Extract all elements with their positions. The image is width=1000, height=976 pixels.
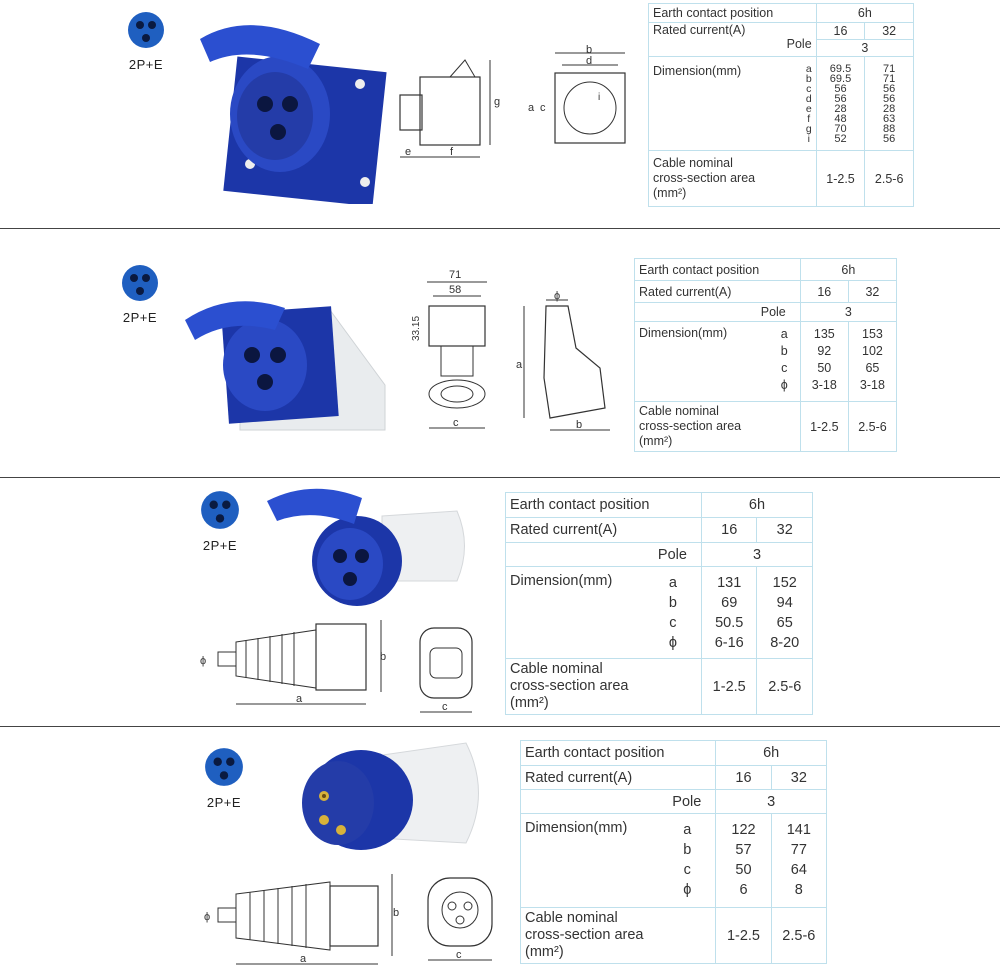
dim-label-b: b <box>393 907 400 919</box>
badge-label: 2P+E <box>206 795 242 810</box>
dimension-label: Dimension(mm) <box>639 326 728 340</box>
dimension-label: Dimension(mm) <box>525 820 628 836</box>
pole-label: Pole <box>521 790 716 814</box>
spec-table-4 <box>520 740 827 964</box>
dims-16: 131 69 50.5 6-16 <box>701 567 757 659</box>
current-32: 32 <box>771 766 826 790</box>
current-32: 32 <box>865 23 914 40</box>
dim-label-d: d <box>586 55 593 67</box>
cable-label: Cable nominal cross-section area (mm²) <box>521 908 716 964</box>
dim-letters: a b c ϕ <box>780 327 788 392</box>
dimension-cell <box>635 322 801 402</box>
socket-symbol-badge <box>120 10 172 72</box>
pole-value: 3 <box>716 790 827 814</box>
earth-label: Earth contact position <box>649 4 817 23</box>
spec-table-3 <box>505 492 813 715</box>
cable-16: 1-2.5 <box>800 402 848 452</box>
badge-label: 2P+E <box>122 310 158 325</box>
rated-label: Rated current(A) <box>635 281 801 303</box>
plug-front-drawing <box>420 872 500 972</box>
dimension-cell <box>649 57 817 151</box>
dims-32: 71 71 56 56 28 63 88 56 <box>865 57 914 151</box>
dims-16: 69.5 69.5 56 56 28 48 70 52 <box>816 57 865 151</box>
earth-label: Earth contact position <box>635 259 801 281</box>
panel-socket-photo <box>190 14 390 204</box>
connector-side-drawing <box>196 612 396 712</box>
dim-label-phi: ϕ <box>204 911 211 923</box>
dim-label-71: 71 <box>449 269 462 281</box>
dimension-cell <box>521 814 716 908</box>
pole-label: Pole <box>506 543 702 567</box>
current-16: 16 <box>816 23 865 40</box>
dim-label-58: 58 <box>449 284 462 296</box>
socket-face-icon <box>126 10 166 50</box>
dim-label-e: e <box>405 146 412 158</box>
socket-face-icon <box>199 489 241 531</box>
earth-value: 6h <box>716 741 827 766</box>
dim-label-f: f <box>450 146 454 158</box>
cable-16: 1-2.5 <box>701 659 757 715</box>
badge-label: 2P+E <box>128 57 164 72</box>
dim-label-phi: ϕ <box>200 655 207 667</box>
spec-table-1 <box>648 3 914 207</box>
rated-pole-cell <box>649 23 817 57</box>
dim-letters: a b c ϕ <box>668 575 677 651</box>
spec-table-2 <box>634 258 897 452</box>
dims-32: 152 94 65 8-20 <box>757 567 813 659</box>
earth-label: Earth contact position <box>521 741 716 766</box>
cable-label: Cable nominal cross-section area (mm²) <box>649 151 817 207</box>
rated-label: Rated current(A) <box>506 518 702 543</box>
dim-label-c: c <box>456 949 462 961</box>
section-divider <box>0 228 1000 229</box>
rated-label: Rated current(A) <box>653 23 746 37</box>
dim-label-c: c <box>442 701 448 713</box>
socket-symbol-badge <box>114 263 166 325</box>
dim-label-33-15: 33.15 <box>411 315 422 341</box>
earth-value: 6h <box>701 493 812 518</box>
current-32: 32 <box>848 281 896 303</box>
dimension-label: Dimension(mm) <box>653 63 742 78</box>
pole-value: 3 <box>816 40 913 57</box>
dim-label-c: c <box>540 102 546 114</box>
angled-front-drawing <box>405 266 505 436</box>
dim-label-a: a <box>516 359 523 371</box>
section-divider <box>0 726 1000 727</box>
current-16: 16 <box>800 281 848 303</box>
front-view-drawing <box>520 45 640 155</box>
dims-32: 153 102 65 3-18 <box>848 322 896 402</box>
plug-face-icon <box>203 746 245 788</box>
earth-value: 6h <box>816 4 913 23</box>
pole-label: Pole <box>786 37 812 51</box>
socket-face-icon <box>120 263 160 303</box>
dim-label-b: b <box>586 45 593 56</box>
cable-32: 2.5-6 <box>771 908 826 964</box>
cable-connector-photo <box>262 486 477 608</box>
angled-side-drawing <box>510 288 620 438</box>
dim-label-a: a <box>296 693 303 705</box>
dim-label-a: a <box>528 102 535 114</box>
angled-wall-socket-photo <box>180 290 395 440</box>
cable-32: 2.5-6 <box>865 151 914 207</box>
earth-value: 6h <box>800 259 896 281</box>
dim-label-c: c <box>453 417 459 429</box>
current-16: 16 <box>716 766 771 790</box>
dim-letters: a b c ϕ <box>683 822 692 898</box>
dim-label-a: a <box>300 953 307 965</box>
cable-label: Cable nominal cross-section area (mm²) <box>506 659 702 715</box>
dim-label-i: i <box>598 92 601 103</box>
side-view-drawing <box>390 55 510 165</box>
cable-32: 2.5-6 <box>848 402 896 452</box>
earth-label: Earth contact position <box>506 493 702 518</box>
pole-value: 3 <box>800 303 896 322</box>
dim-label-phi: ϕ <box>554 290 561 302</box>
current-32: 32 <box>757 518 813 543</box>
rated-label: Rated current(A) <box>521 766 716 790</box>
dim-label-b: b <box>576 419 583 431</box>
industrial-plug-photo <box>296 738 491 858</box>
dim-letters: a b c d e f g i <box>805 62 812 145</box>
dims-32: 141 77 64 8 <box>771 814 826 908</box>
dims-16: 135 92 50 3-18 <box>800 322 848 402</box>
cable-32: 2.5-6 <box>757 659 813 715</box>
dimension-label: Dimension(mm) <box>510 573 613 589</box>
badge-label: 2P+E <box>202 538 238 553</box>
current-16: 16 <box>701 518 757 543</box>
connector-front-drawing <box>412 620 482 720</box>
dims-16: 122 57 50 6 <box>716 814 771 908</box>
plug-symbol-badge <box>198 746 250 810</box>
dim-label-g: g <box>494 96 501 108</box>
section-divider <box>0 477 1000 478</box>
dimension-cell <box>506 567 702 659</box>
cable-label: Cable nominal cross-section area (mm²) <box>635 402 801 452</box>
dim-label-b: b <box>380 651 387 663</box>
pole-value: 3 <box>701 543 812 567</box>
socket-symbol-badge <box>194 489 246 553</box>
pole-label: Pole <box>635 303 801 322</box>
cable-16: 1-2.5 <box>816 151 865 207</box>
plug-side-drawing <box>200 864 415 974</box>
cable-16: 1-2.5 <box>716 908 771 964</box>
